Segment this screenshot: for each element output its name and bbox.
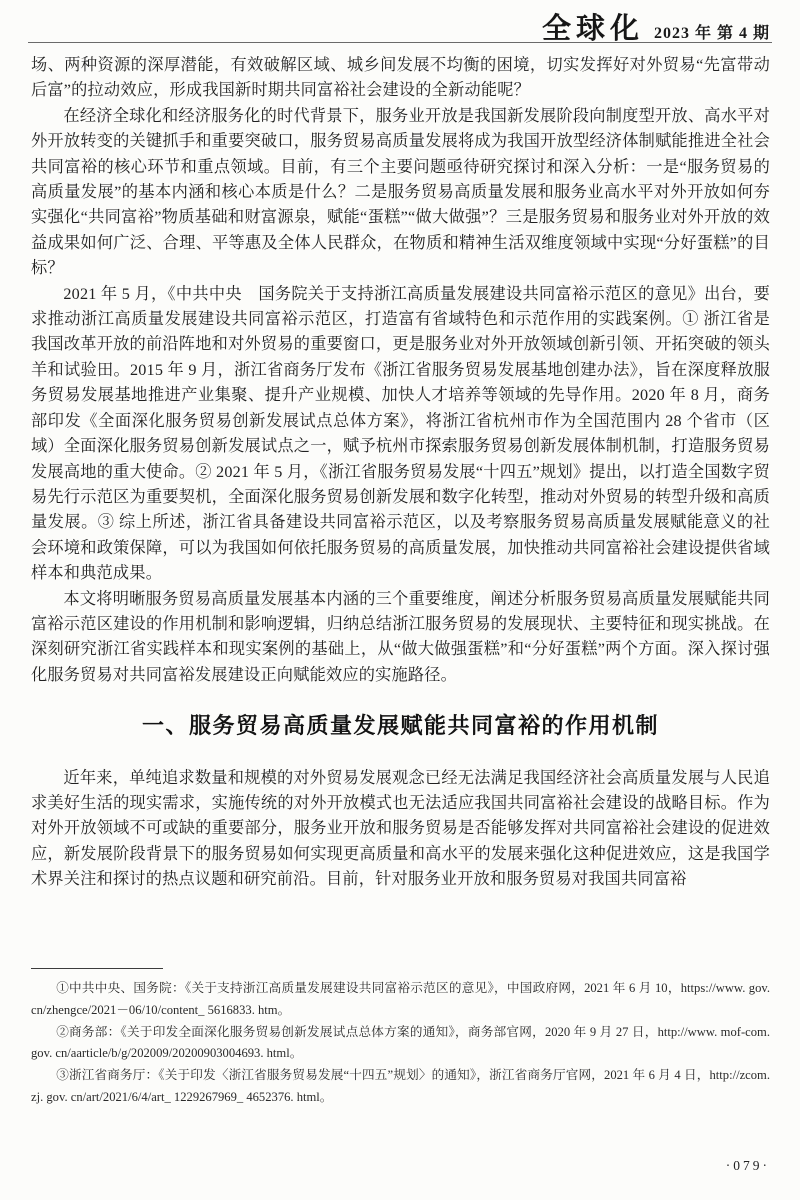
- section-heading: 一、服务贸易高质量发展赋能共同富裕的作用机制: [141, 713, 659, 739]
- footnotes-block: [31, 968, 770, 1109]
- page-number: ·079·: [725, 1158, 770, 1173]
- footnote: ②商务部：《关于印发全面深化服务贸易创新发展试点总体方案的通知》，商务部官网，2020 年 9 月 27 日，http://www. mof-com. gov. cn/aarticle/b/g/202009/20200903004693. html。: [31, 1024, 770, 1061]
- body-paragraph: 近年来，单纯追求数量和规模的对外贸易发展观念已经无法满足我国经济社会高质量发展与人民追求美好生活的现实需求，实施传统的对外开放模式也无法适应我国共同富裕社会建设的战略目标。作为对外开放领域不可或缺的重要部分，服务业开放和服务贸易是否能够发挥对共同富裕社会建设的促进效应，新发展阶段背景下的服务贸易如何实现更高质量和高水平的发展来强化这种促进效应，这是我国学术界关注和探讨的热点议题和研究前沿。目前，针对服务业开放和服务贸易对我国共同富裕: [31, 768, 770, 889]
- footnote: ③浙江省商务厅：《关于印发〈浙江省服务贸易发展“十四五”规划〉的通知》，浙江省商务厅官网，2021 年 6 月 4 日，http://zcom. zj. gov. cn/art/2021/6/4/art_ 1229267969_ 4652376. html。: [31, 1068, 770, 1104]
- article-body: [31, 53, 770, 893]
- issue-info: 2023 年 第 4 期: [653, 25, 770, 42]
- body-paragraph: 场、两种资源的深厚潜能，有效破解区域、城乡间发展不均衡的困境，切实发挥好对外贸易“先富带动后富”的拉动效应，形成我国新时期共同富裕社会建设的全新动能呢？: [31, 56, 770, 100]
- footnote: ①中共中央、国务院：《关于支持浙江高质量发展建设共同富裕示范区的意见》，中国政府网，2021 年 6 月 10，https://www. gov. cn/zhengce/2021－06/10/content_ 5616833. htm。: [31, 981, 770, 1017]
- body-paragraph: 2021 年 5 月，《中共中央 国务院关于支持浙江高质量发展建设共同富裕示范区的意见》出台，要求推动浙江高质量发展建设共同富裕示范区，打造富有省域特色和示范作用的实践案例。① 浙江省是我国改革开放的前沿阵地和对外贸易的重要窗口，更是服务业对外开放领域创新引领、开拓突破的领头羊和试验田。2015 年 9 月，浙江省商务厅发布《浙江省服务贸易发展基地创建办法》，旨在深度释放服务贸易发展基地推进产业集聚、提升产业规模、加快人才培养等领域的先导作用。2020 年 8 月，商务部印发《全面深化服务贸易创新发展试点总体方案》，将浙江省杭州市作为全国范围内 28 个省市（区域）全面深化服务贸易创新发展试点之一，赋予杭州市探索服务贸易创新发展体制机制，打造服务贸易发展高地的重大使命。② 2021 年 5 月，《浙江省服务贸易发展“十四五”规划》提出，以打造全国数字贸易先行示范区为重要契机，全面深化服务贸易创新发展和数字化转型，推动对外贸易的转型升级和高质量发展。③ 综上所述，浙江省具备建设共同富裕示范区，以及考察服务贸易高质量发展赋能意义的社会环境和政策保障，可以为我国如何依托服务贸易的高质量发展，加快推动共同富裕社会建设提供省域样本和典范成果。: [31, 284, 770, 583]
- header-rule: [28, 42, 772, 43]
- journal-logo: 全球化: [541, 13, 644, 45]
- page-header: [542, 6, 770, 47]
- footnote-separator: [31, 968, 163, 969]
- body-paragraph: 在经济全球化和经济服务化的时代背景下，服务业开放是我国新发展阶段向制度型开放、高水平对外开放转变的关键抓手和重要突破口，服务贸易高质量发展将成为我国开放型经济体制赋能推进全社会共同富裕的核心环节和重点领域。目前，有三个主要问题亟待研究探讨和深入分析：一是“服务贸易的高质量发展”的基本内涵和核心本质是什么？二是服务贸易高质量发展和服务业高水平对外开放如何夯实强化“共同富裕”物质基础和财富源泉，赋能“蛋糕”“做大做强”？三是服务贸易和服务业对外开放的效益成果如何广泛、合理、平等惠及全体人民群众，在物质和精神生活双维度领域中实现“分好蛋糕”的目标？: [31, 106, 770, 278]
- body-paragraph: 本文将明晰服务贸易高质量发展基本内涵的三个重要维度，阐述分析服务贸易高质量发展赋能共同富裕示范区建设的作用机制和影响逻辑，归纳总结浙江服务贸易的发展现状、主要特征和现实挑战。在深刻研究浙江省实践样本和现实案例的基础上，从“做大做强蛋糕”和“分好蛋糕”两个方面。深入探讨强化服务贸易对共同富裕发展建设正向赋能效应的实施路径。: [31, 589, 770, 684]
